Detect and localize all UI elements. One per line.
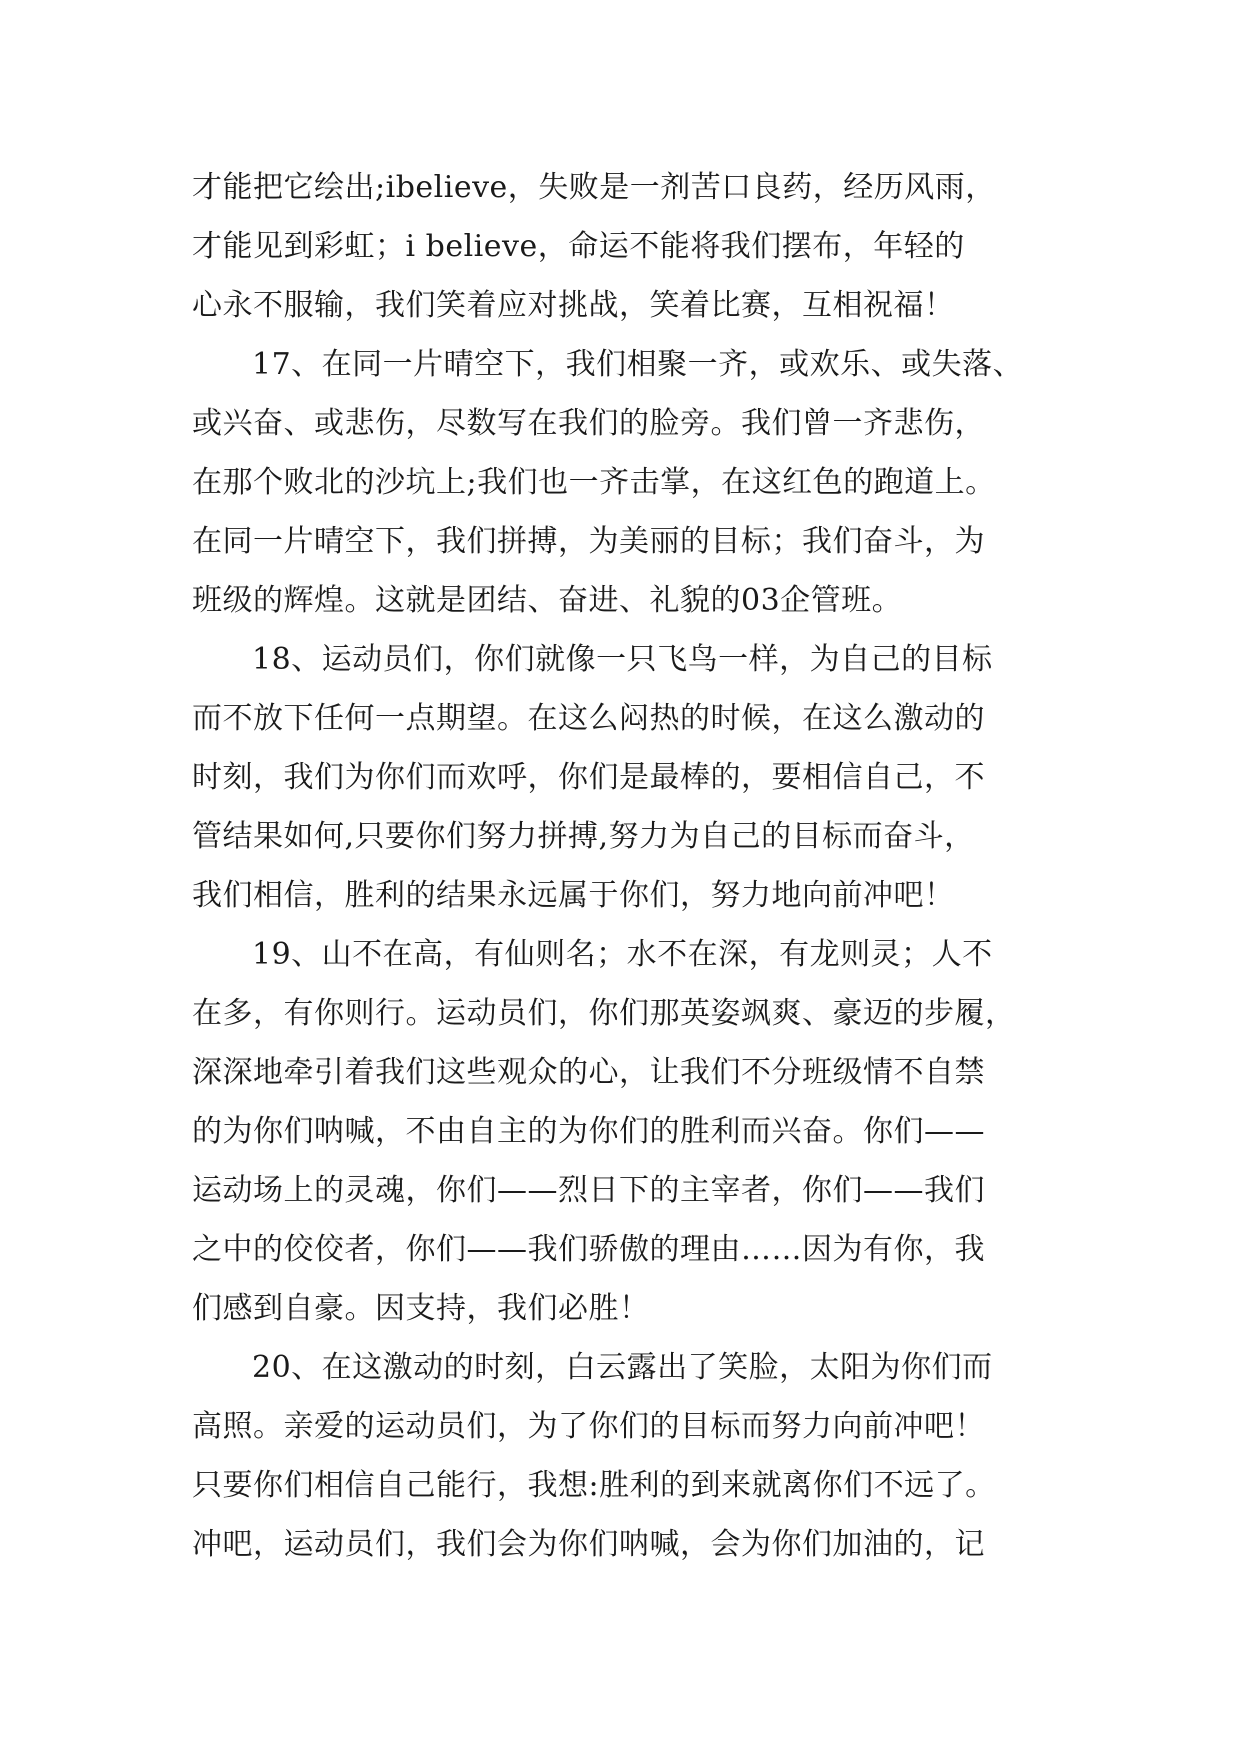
text-line: 在多，有你则行。运动员们，你们那英姿飒爽、豪迈的步履，: [192, 996, 1016, 1031]
text-line: 时刻，我们为你们而欢呼，你们是最棒的，要相信自己，不: [192, 760, 985, 795]
text-line: 才能把它绘出;ibelieve，失败是一剂苦口良药，经历风雨，: [192, 170, 996, 205]
document-body: [192, 158, 1062, 1574]
text-line: 班级的辉煌。这就是团结、奋进、礼貌的03企管班。: [192, 583, 903, 618]
text-line: 之中的佼佼者，你们——我们骄傲的理由……因为有你，我: [192, 1232, 985, 1267]
text-line: 运动场上的灵魂，你们——烈日下的主宰者，你们——我们: [192, 1173, 985, 1208]
text-line: 管结果如何,只要你们努力拼搏,努力为自己的目标而奋斗，: [192, 819, 975, 854]
paragraph-20: [192, 1338, 1062, 1574]
paragraph-17: [192, 335, 1062, 630]
text-line: 20、在这激动的时刻，白云露出了笑脸，太阳为你们而: [252, 1350, 993, 1385]
paragraph-16-continuation: [192, 158, 1062, 335]
text-line: 只要你们相信自己能行，我想:胜利的到来就离你们不远了。: [192, 1468, 996, 1503]
text-line: 17、在同一片晴空下，我们相聚一齐，或欢乐、或失落、: [252, 347, 1024, 382]
text-line: 才能见到彩虹；i believe，命运不能将我们摆布，年轻的: [192, 229, 965, 264]
text-line: 或兴奋、或悲伤，尽数写在我们的脸旁。我们曾一齐悲伤，: [192, 406, 985, 441]
text-line: 们感到自豪。因支持，我们必胜！: [192, 1291, 650, 1326]
paragraph-19: [192, 925, 1062, 1338]
text-line: 心永不服输，我们笑着应对挑战，笑着比赛，互相祝福！: [192, 288, 955, 323]
text-line: 而不放下任何一点期望。在这么闷热的时候，在这么激动的: [192, 701, 985, 736]
text-line: 冲吧，运动员们，我们会为你们呐喊，会为你们加油的，记: [192, 1527, 985, 1562]
text-line: 的为你们呐喊，不由自主的为你们的胜利而兴奋。你们——: [192, 1114, 985, 1149]
text-line: 我们相信，胜利的结果永远属于你们，努力地向前冲吧！: [192, 878, 955, 913]
text-line: 在同一片晴空下，我们拼搏，为美丽的目标；我们奋斗，为: [192, 524, 985, 559]
text-line: 高照。亲爱的运动员们，为了你们的目标而努力向前冲吧！: [192, 1409, 985, 1444]
paragraph-18: [192, 630, 1062, 925]
text-line: 深深地牵引着我们这些观众的心，让我们不分班级情不自禁: [192, 1055, 985, 1090]
text-line: 19、山不在高，有仙则名；水不在深，有龙则灵；人不: [252, 937, 993, 972]
text-line: 18、运动员们，你们就像一只飞鸟一样，为自己的目标: [252, 642, 993, 677]
text-line: 在那个败北的沙坑上;我们也一齐击掌，在这红色的跑道上。: [192, 465, 996, 500]
